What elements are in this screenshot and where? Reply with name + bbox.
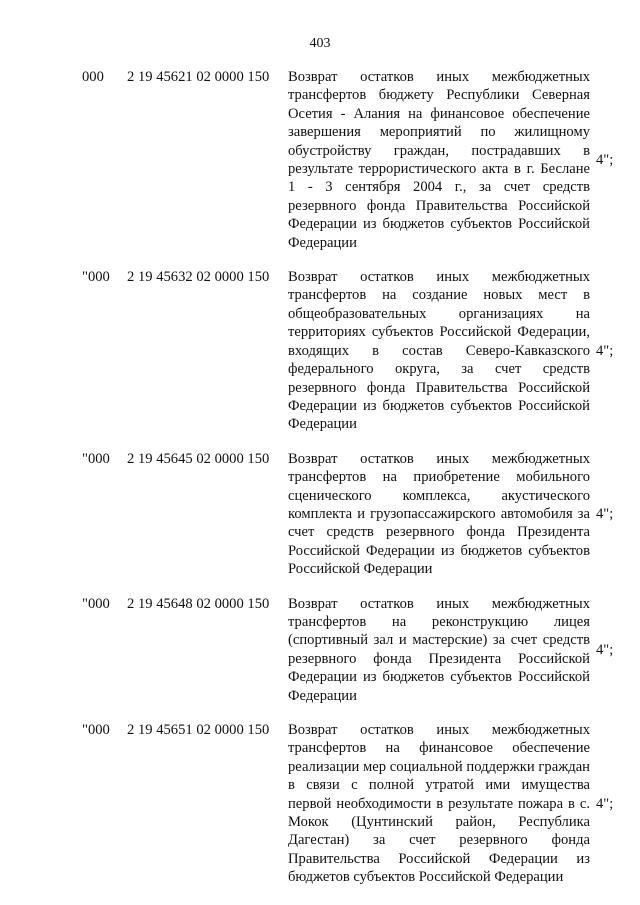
- entry-suffix: 4";: [596, 342, 614, 359]
- revenue-code: 2 19 45645 02 0000 150: [127, 450, 270, 467]
- admin-code: "000: [82, 722, 110, 738]
- entry-description: Возврат остатков иных межбюджетных трансфертов на создание новых мест в общеобразовательных организациях на территориях субъектов Российской Федерации, входящих в состав Северо-Кавказского федерального округа, за счет средств резервного фонда Правительства Российской Федерации из бюджетов субъектов Российской Федерации: [288, 269, 590, 433]
- classification-code: [82, 68, 288, 86]
- entry-description: Возврат остатков иных межбюджетных трансфертов на финансовое обеспечение реализации мер социальной поддержки граждан в связи с полной утратой ими имущества первой необходимости в результате пожара в с. Мокок (Цунтинский район, Республика Дагестан) за счет резервного фонда Правительства Российской Федерации из бюджетов субъектов Российской Федерации: [288, 722, 590, 886]
- classification-code: [82, 450, 288, 468]
- admin-code: "000: [82, 269, 110, 286]
- entry-description: Возврат остатков иных межбюджетных трансфертов на приобретение мобильного сценического комплекса, акустического комплекта и грузопассажирского автомобиля за счет средств резервного фонда Президента Российской Федерации из бюджетов субъектов Российской Федерации: [288, 450, 590, 578]
- list-item: [82, 721, 622, 887]
- entry-description: Возврат остатков иных межбюджетных трансфертов бюджету Республики Северная Осетия - Алания на финансовое обеспечение завершения мероприятий по жилищному обустройству граждан, пострадавших в результате террористического акта в г. Беслане 1 - 3 сентября 2004 г., за счет средств резервного фонда Правительства Российской Федерации из бюджетов субъектов Российской Федерации: [288, 69, 590, 251]
- revenue-code: 2 19 45651 02 0000 150: [127, 722, 270, 738]
- entry-suffix: 4";: [596, 505, 614, 522]
- entry-description: Возврат остатков иных межбюджетных трансфертов на реконструкцию лицея (спортивный зал и мастерские) за счет средств резервного фонда Президента Российской Федерации из бюджетов субъектов Российской Федерации: [288, 595, 590, 704]
- revenue-code: 2 19 45632 02 0000 150: [127, 269, 270, 286]
- list-item: [82, 450, 622, 579]
- budget-code-list: [82, 68, 622, 903]
- classification-code: [82, 595, 288, 613]
- list-item: [82, 595, 622, 705]
- entry-suffix: 4";: [596, 151, 614, 168]
- list-item: [82, 68, 622, 252]
- entry-suffix: 4";: [596, 641, 614, 658]
- revenue-code: 2 19 45621 02 0000 150: [127, 69, 270, 85]
- list-item: [82, 268, 622, 434]
- entry-suffix: 4";: [596, 795, 614, 812]
- classification-code: [82, 721, 288, 739]
- admin-code: "000: [82, 450, 110, 467]
- admin-code: "000: [82, 595, 110, 612]
- revenue-code: 2 19 45648 02 0000 150: [127, 595, 270, 612]
- page-number: 403: [309, 36, 331, 51]
- classification-code: [82, 268, 288, 286]
- admin-code: 000: [82, 69, 104, 85]
